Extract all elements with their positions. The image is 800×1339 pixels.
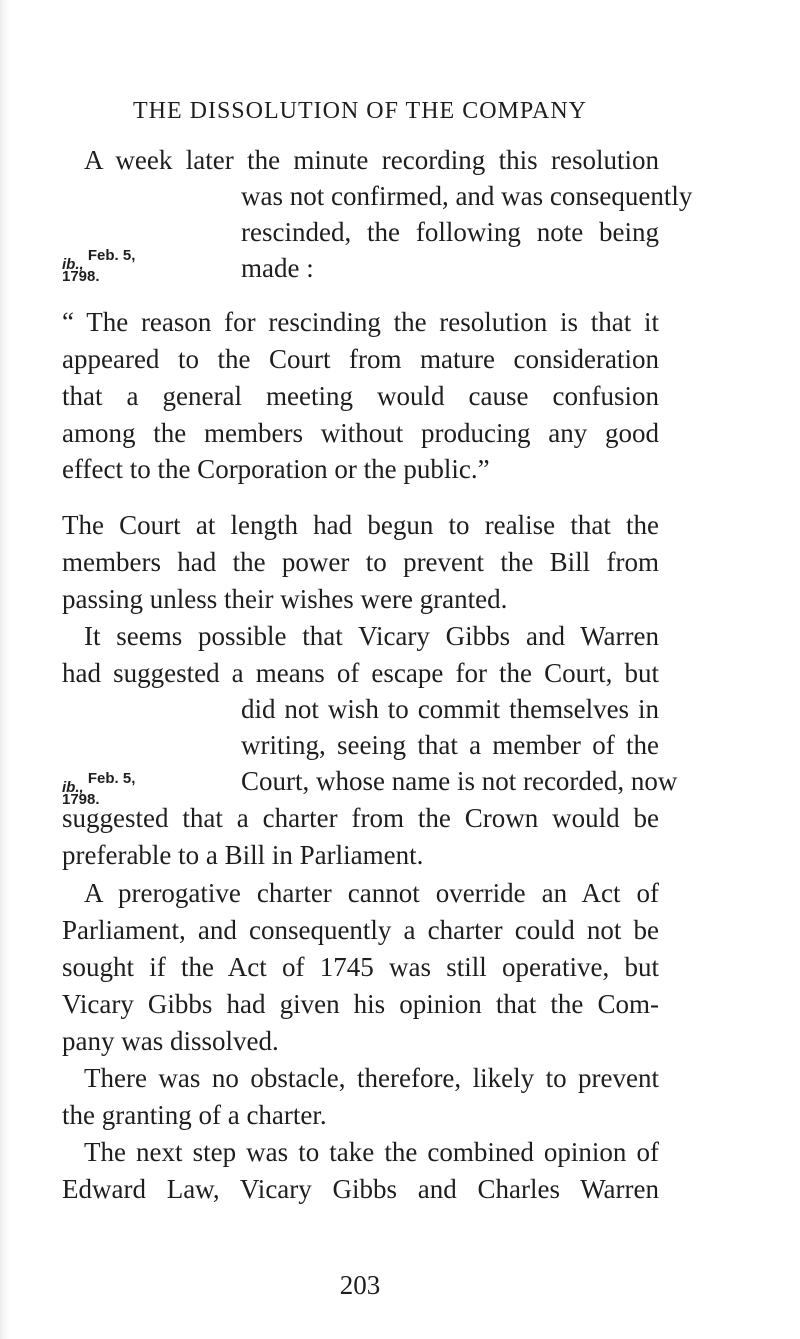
- margin-note-1: [62, 247, 136, 285]
- text-line: suggested that a charter from the Crown would be: [62, 803, 659, 833]
- text-line: had suggested a means of escape for the Court, but: [62, 658, 659, 688]
- text-line: The next step was to take the combined opinion of: [84, 1137, 659, 1167]
- margin-note-year: 1798.: [62, 268, 100, 285]
- text-line: Edward Law, Vicary Gibbs and Charles Warren: [62, 1174, 659, 1204]
- text-line: writing, seeing that a member of the: [241, 730, 659, 760]
- page-number: 203: [339, 1270, 381, 1300]
- text-line: pany was dissolved.: [62, 1026, 279, 1056]
- margin-note-ref: ib.,: [62, 256, 84, 273]
- margin-note-date: Feb. 5,: [87, 770, 136, 787]
- margin-note-ref: ib.,: [62, 779, 84, 796]
- margin-note-date: Feb. 5,: [87, 247, 136, 264]
- text-line: preferable to a Bill in Parliament.: [62, 840, 424, 870]
- text-line: passing unless their wishes were granted.: [62, 584, 508, 614]
- text-line: It seems possible that Vicary Gibbs and Warren: [84, 621, 659, 651]
- text-line: made :: [241, 253, 314, 283]
- page-edge-shadow: [0, 0, 10, 1339]
- text-line: There was no obstacle, therefore, likely to prevent: [84, 1063, 659, 1093]
- text-line: Parliament, and consequently a charter could not be: [62, 915, 659, 945]
- text-line: “ The reason for rescinding the resolution is that it: [62, 307, 659, 337]
- text-line: rescinded, the following note being: [241, 217, 659, 247]
- text-line: Vicary Gibbs had given his opinion that the Com-: [62, 989, 659, 1019]
- text-line: that a general meeting would cause confusion: [62, 381, 659, 411]
- text-line: was not confirmed, and was consequently: [241, 181, 693, 211]
- text-line: members had the power to prevent the Bill from: [62, 547, 659, 577]
- text-line: the granting of a charter.: [62, 1100, 327, 1130]
- text-line: A week later the minute recording this resolution: [84, 145, 659, 175]
- text-line: sought if the Act of 1745 was still operative, but: [62, 952, 659, 982]
- text-line: Court, whose name is not recorded, now: [241, 766, 678, 796]
- text-line: among the members without producing any good: [62, 418, 659, 448]
- text-line: appeared to the Court from mature consideration: [62, 344, 659, 374]
- running-head: THE DISSOLUTION OF THE COMPANY: [132, 98, 588, 124]
- margin-note-year: 1798.: [62, 791, 100, 808]
- text-line: did not wish to commit themselves in: [241, 694, 659, 724]
- text-line: A prerogative charter cannot override an Act of: [84, 878, 659, 908]
- text-line: The Court at length had begun to realise that the: [62, 510, 659, 540]
- text-line: effect to the Corporation or the public.”: [62, 454, 490, 484]
